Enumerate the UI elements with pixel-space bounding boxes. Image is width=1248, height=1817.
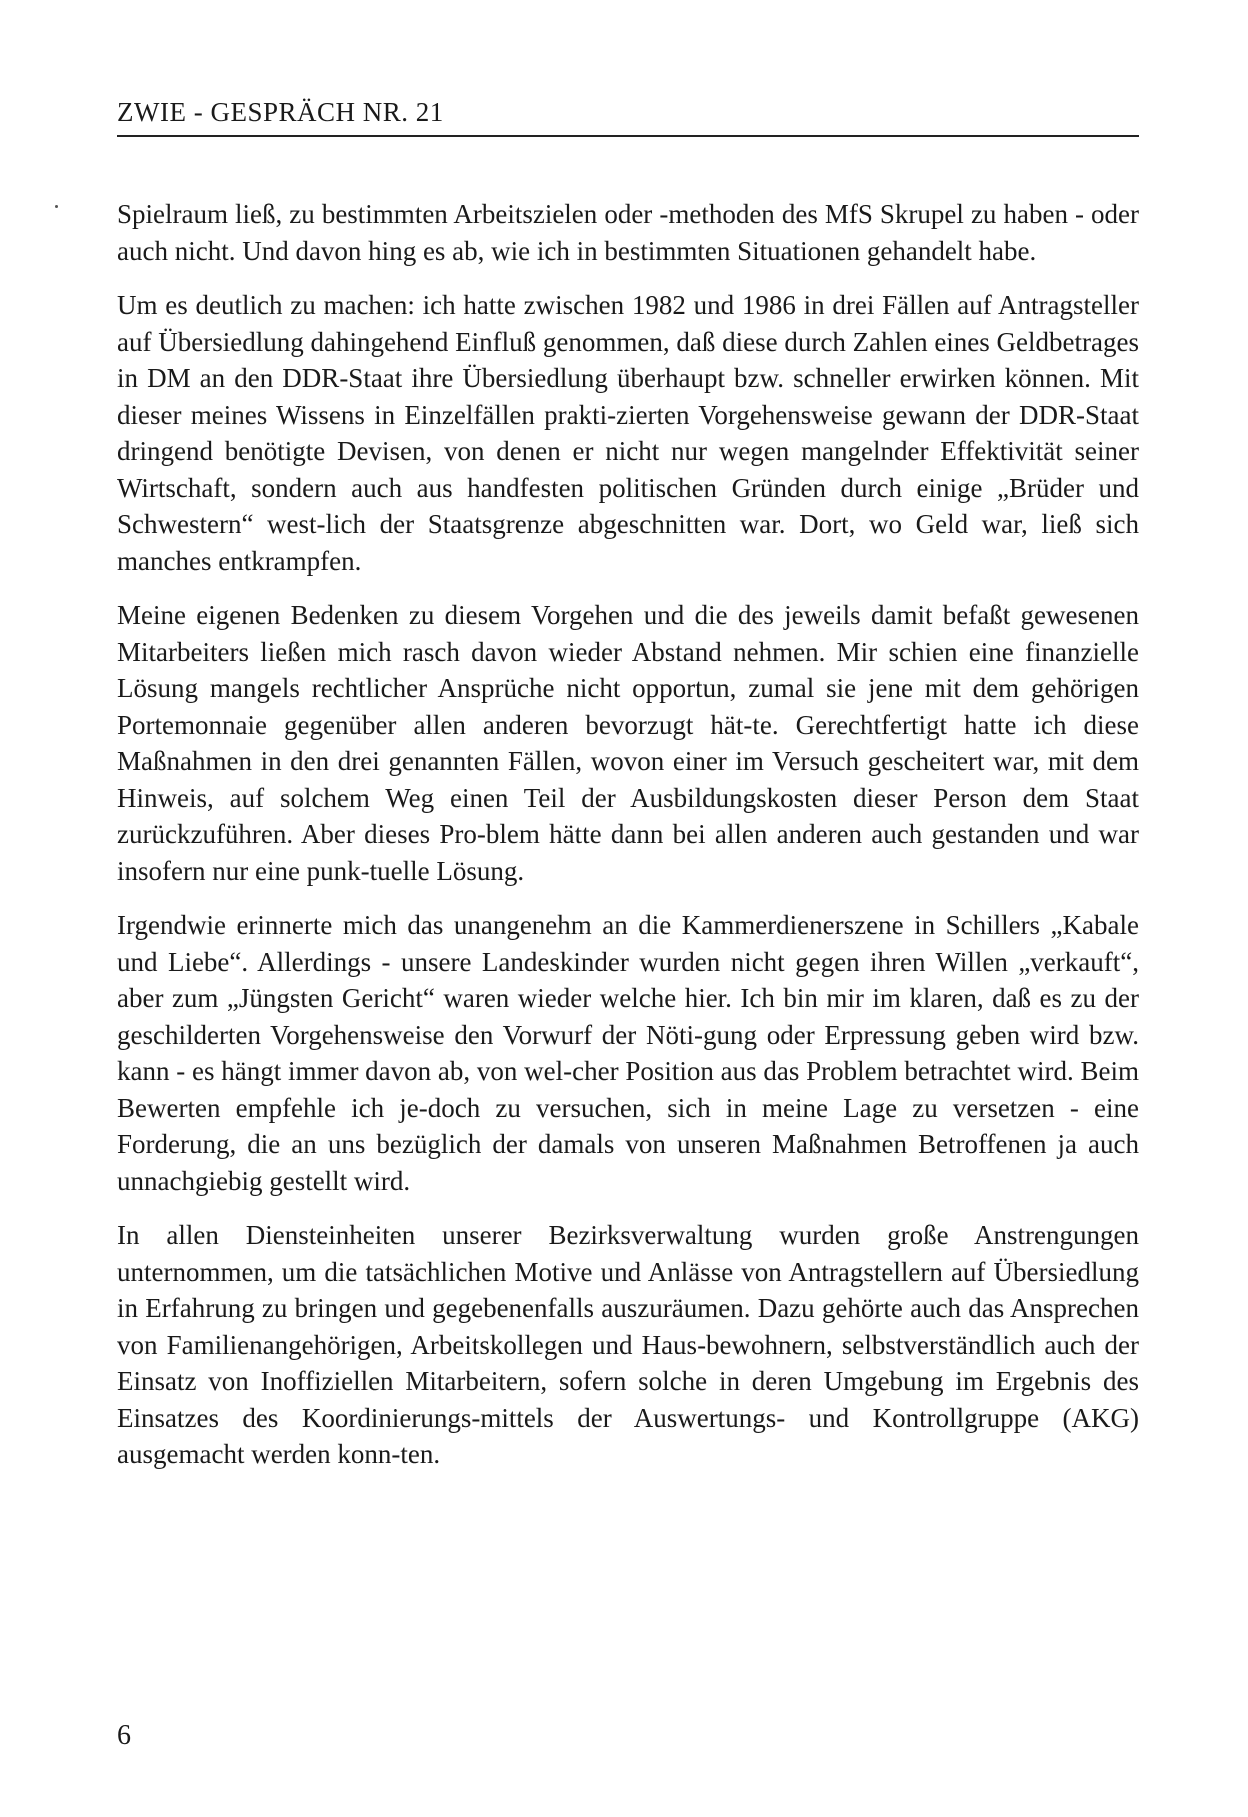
paragraph: Irgendwie erinnerte mich das unangenehm an die Kammerdienerszene in Schillers „Kabale und Liebe“. Allerdings - unsere Landeskinder wurden nicht gegen ihren Willen „verkauft“, aber zum „Jüngsten Gericht“ waren wieder welche hier. Ich bin mir im klaren, daß es zu der geschilderten Vorgehensweise den Vorwurf der Nöti-gung oder Erpressung geben wird bzw. kann - es hängt immer davon ab, von wel-cher Position aus das Problem betrachtet wird. Beim Bewerten empfehle ich je-doch zu versuchen, sich in meine Lage zu versetzen - eine Forderung, die an uns bezüglich der damals von unseren Maßnahmen Betroffenen ja auch unnachgiebig gestellt wird. <box>117 910 1140 1196</box>
running-header: ZWIE - GESPRÄCH NR. 21 <box>117 97 444 127</box>
paragraph: Um es deutlich zu machen: ich hatte zwischen 1982 und 1986 in drei Fällen auf Antragsteller auf Übersiedlung dahingehend Einfluß genommen, daß diese durch Zahlen eines Geldbetrages in DM an den DDR-Staat ihre Übersiedlung überhaupt bzw. schneller erwirken können. Mit dieser meines Wissens in Einzelfällen prakti-zierten Vorgehensweise gewann der DDR-Staat dringend benötigte Devisen, von denen er nicht nur wegen mangelnder Effektivität seiner Wirtschaft, sondern auch aus handfesten politischen Gründen durch einige „Brüder und Schwestern“ west-lich der Staatsgrenze abgeschnitten war. Dort, wo Geld war, ließ sich manches entkrampfen. <box>117 290 1139 576</box>
page-number: 6 <box>117 1720 131 1751</box>
scan-speck <box>55 205 58 208</box>
body-text <box>117 196 1139 1491</box>
header-rule <box>117 135 1139 137</box>
paragraph: Meine eigenen Bedenken zu diesem Vorgehen und die des jeweils damit befaßt gewesenen Mitarbeiters ließen mich rasch davon wieder Abstand nehmen. Mir schien eine finanzielle Lösung mangels rechtlicher Ansprüche nicht opportun, zumal sie jene mit dem gehörigen Portemonnaie gegenüber allen anderen bevorzugt hät-te. Gerechtfertigt hatte ich diese Maßnahmen in den drei genannten Fällen, wovon einer im Versuch gescheitert war, mit dem Hinweis, auf solchem Weg einen Teil der Ausbildungskosten dieser Person dem Staat zurückzuführen. Aber dieses Pro-blem hätte dann bei allen anderen auch gestanden und war insofern nur eine punk-tuelle Lösung. <box>117 600 1139 886</box>
paragraph: In allen Diensteinheiten unserer Bezirksverwaltung wurden große Anstrengungen unternommen, um die tatsächlichen Motive und Anlässe von Antragstellern auf Übersiedlung in Erfahrung zu bringen und gegebenenfalls auszuräumen. Dazu gehörte auch das Ansprechen von Familienangehörigen, Arbeitskollegen und Haus-bewohnern, selbstverständlich auch der Einsatz von Inoffiziellen Mitarbeitern, sofern solche in deren Umgebung im Ergebnis des Einsatzes des Koordinierungs-mittels der Auswertungs- und Kontrollgruppe (AKG) ausgemacht werden konn-ten. <box>117 1220 1139 1469</box>
paragraph: Spielraum ließ, zu bestimmten Arbeitszielen oder -methoden des MfS Skrupel zu haben - oder auch nicht. Und davon hing es ab, wie ich in bestimmten Situationen gehandelt habe. <box>117 199 1139 266</box>
